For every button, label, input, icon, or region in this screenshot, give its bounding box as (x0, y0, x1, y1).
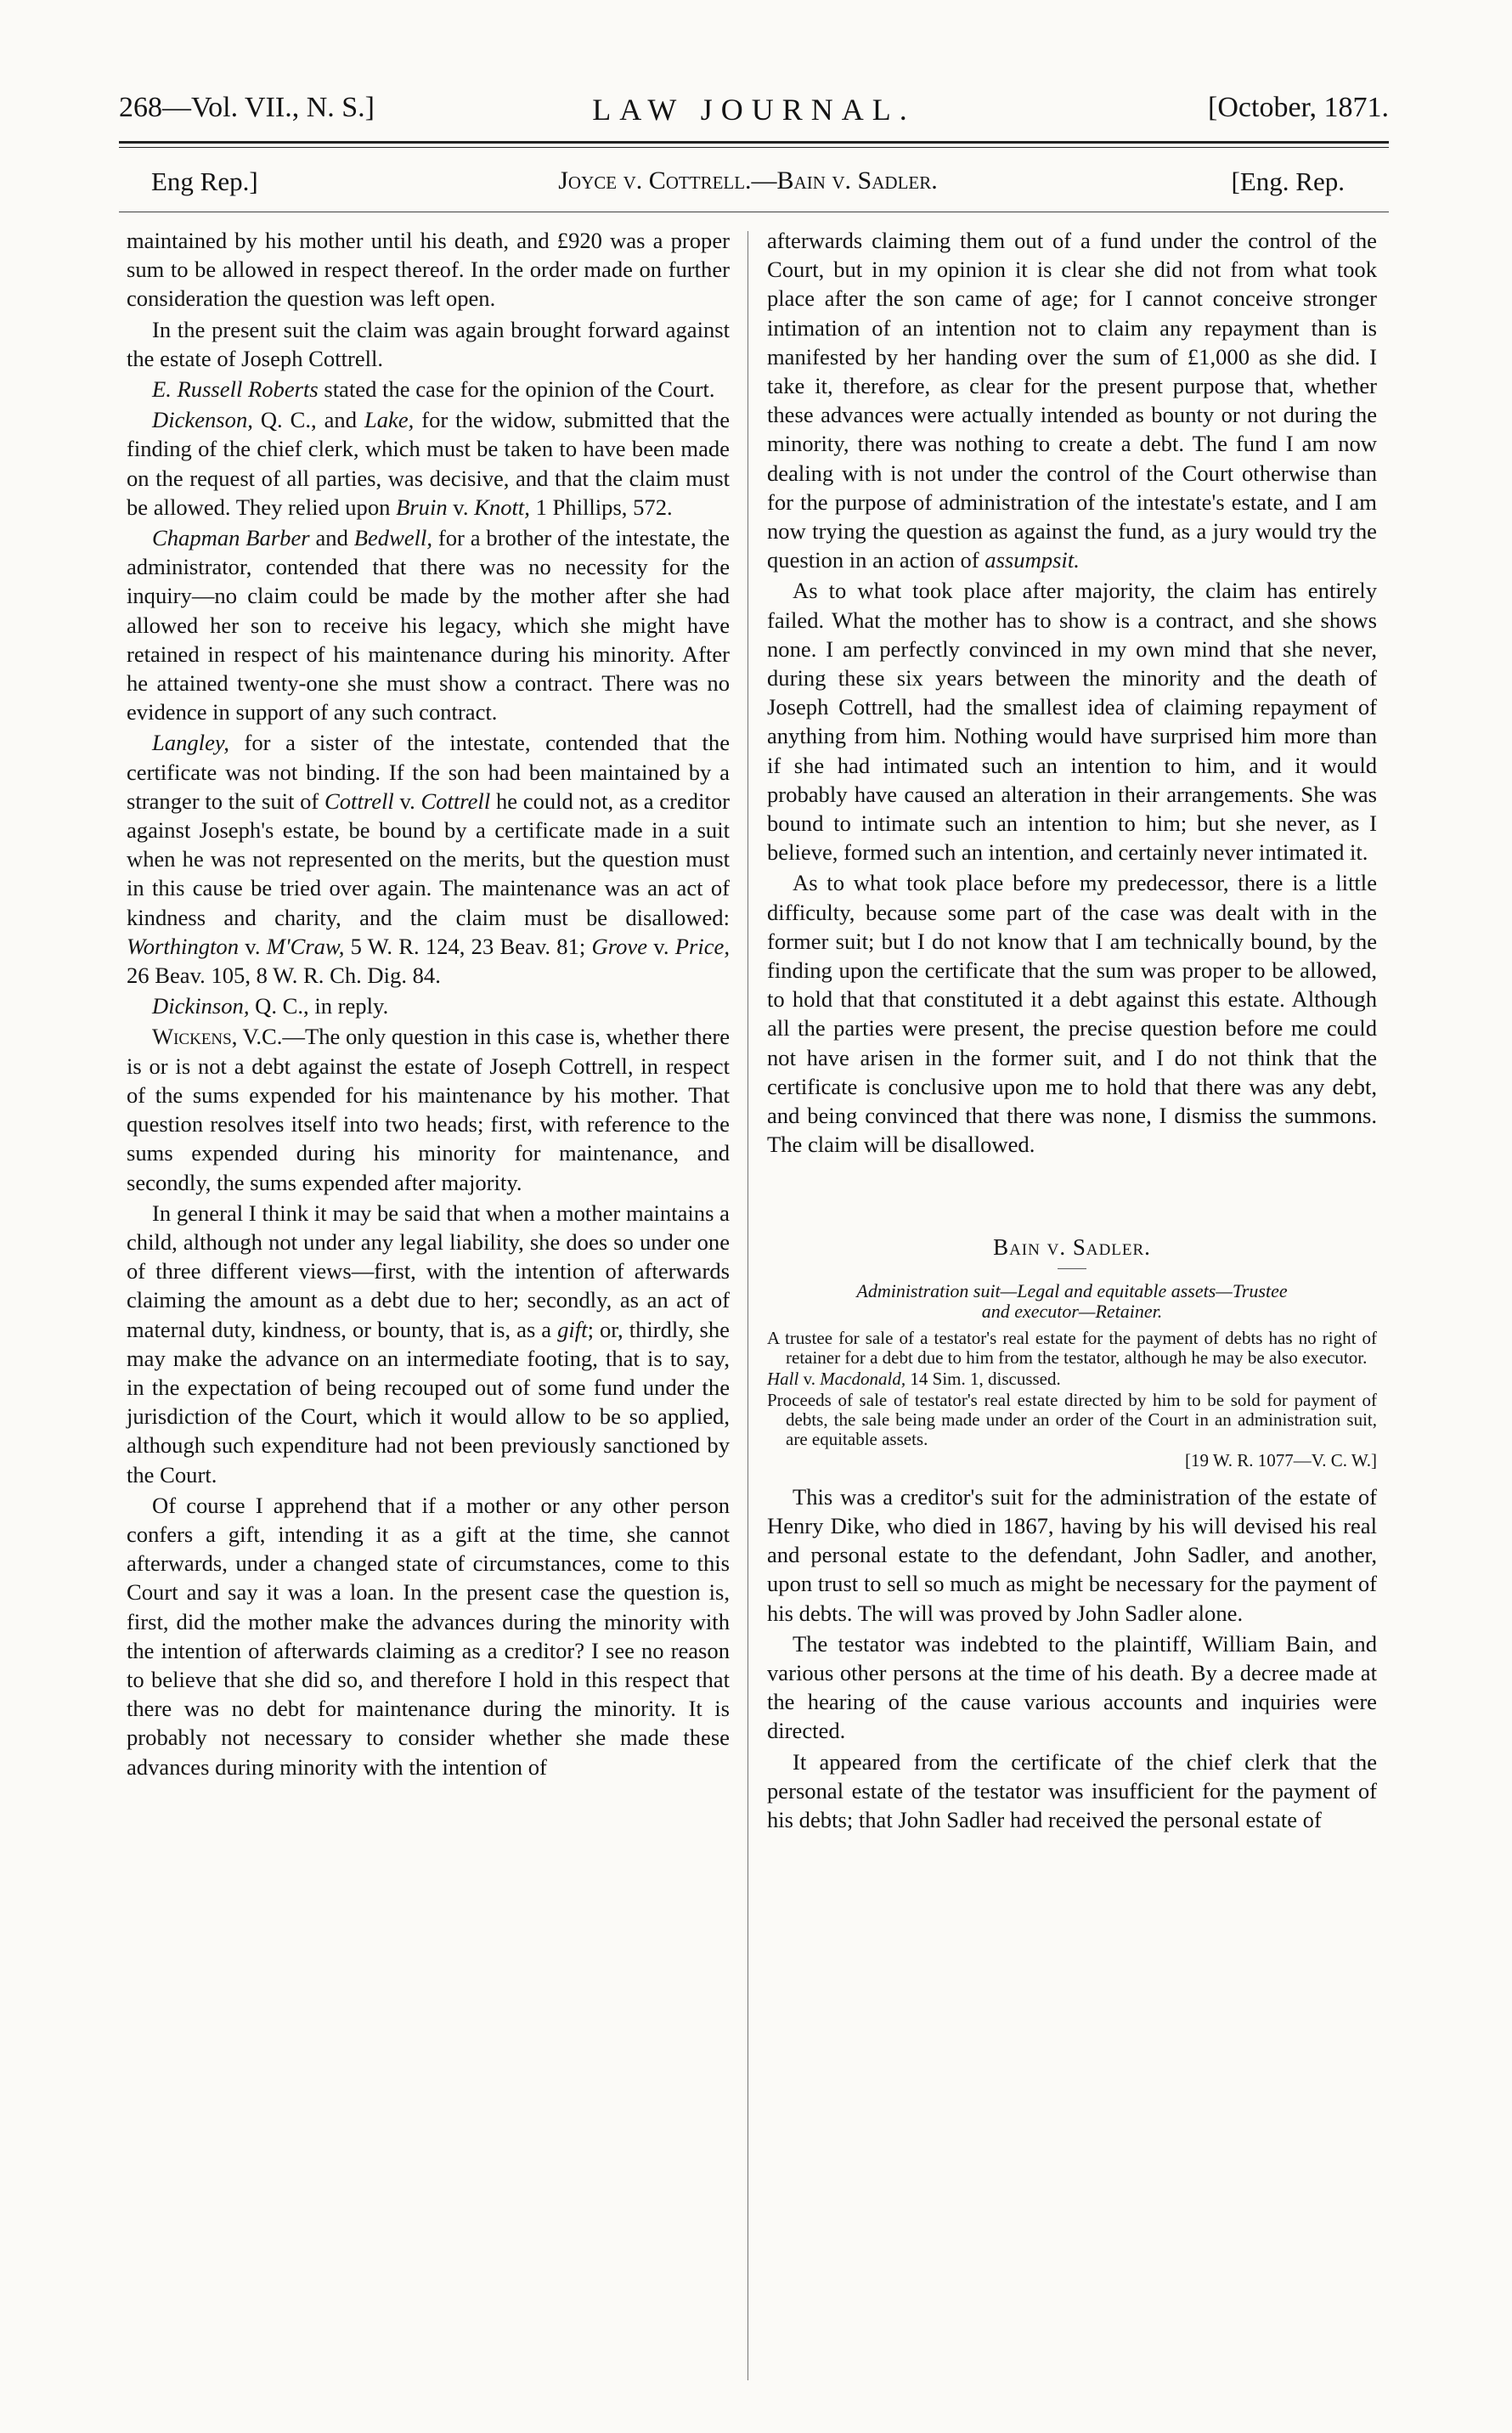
left-column (127, 226, 730, 1781)
running-head-journal-title: LAW JOURNAL. (592, 93, 916, 127)
running-head (119, 92, 1389, 138)
counsel-name: Dickinson, (152, 993, 250, 1019)
paragraph: Of course I apprehend that if a mother or any other person confers a gift, intending it as a gift at the time, she cannot afterwards, under a changed state of circumstances, come to this Court and say it was a loan. In the present case the question is, first, did the mother make the advances during the minority with the intention of afterwards claiming as a creditor? I see no reason to believe that she did so, and therefore I hold in this respect that there was no debt for maintenance during the minority. It is probably not necessary to consider whether she made these advances during minority with the intention of (127, 1492, 730, 1780)
paragraph (767, 226, 1377, 574)
text-run: v. (447, 494, 475, 520)
head-rule-thick (119, 141, 1389, 144)
running-head-date: [October, 1871. (1208, 92, 1389, 123)
headnote (767, 1329, 1377, 1368)
paragraph (127, 405, 730, 522)
head-rule-thin (119, 147, 1389, 148)
sub-head-reports-left: Eng Rep.] (151, 167, 258, 196)
text-run: 26 Beav. 105, 8 W. R. Ch. Dig. 84. (127, 962, 441, 989)
paragraph (127, 991, 730, 1020)
text-run: for a sister of the intestate, contended that the certificate was not binding. If the son had been maintained by a stranger to the suit of (127, 730, 730, 814)
text-run: v. (798, 1368, 821, 1389)
text-run: 5 W. R. 124, 23 Beav. 81; (344, 933, 592, 959)
case-party: Hall (767, 1368, 799, 1389)
sub-head-reports-right: [Eng. Rep. (1231, 167, 1345, 196)
paragraph (127, 375, 730, 404)
text-run: for a brother of the intestate, the administrator, contended that there was no necessity for the inquiry—no claim could be made by the mother after she had allowed her son to receive his legacy, which she might have retained in respect of his maintenance during his minority. After he attained twenty-one she must show a contract. There was no evidence in support of any such contract. (127, 525, 730, 725)
counsel-name: Chapman Barber (152, 525, 310, 551)
text-run: afterwards claiming them out of a fund under the control of the Court, but in my opinion it is clear she did not from what took place after the son came of age; for I cannot conceive stronger intimation of an intention not to claim any repayment than is manifested by her handing over the sum of £1,000 as she did. I take it, therefore, as clear for the present purpose that, whether these advances were actually intended as bounty or not during the minority, there was nothing to create a debt. The fund I am now dealing with is not under the control of the Court otherwise than for the purpose of administration of the intestate's estate, and I am now trying the question as against the fund, as a jury would try the question in an action of (767, 228, 1377, 573)
case-party: Macdonald, (820, 1368, 906, 1389)
counsel-name: Bedwell, (353, 525, 433, 551)
paragraph (127, 523, 730, 726)
paragraph: In the present suit the claim was again brought forward against the estate of Joseph Cottrell. (127, 316, 730, 371)
text-run: for the widow, submitted that the finding of the chief clerk, which must be taken to have been made on the request of all parties, was decisive, and that the claim must be allowed. They relied upon (127, 407, 730, 520)
headnote-citation: [19 W. R. 1077—V. C. W.] (1185, 1449, 1377, 1471)
text-run: Q. C., and (252, 407, 364, 433)
case-party: Price, (674, 933, 730, 959)
catchwords (767, 1281, 1377, 1322)
text-run: v. (239, 933, 267, 959)
judgment-opening (127, 1022, 730, 1196)
headnote-text (767, 1369, 1061, 1389)
text-run: stated the case for the opinion of the Court. (318, 376, 715, 403)
text-run: 14 Sim. 1, discussed. (906, 1368, 1061, 1389)
counsel-name: Langley, (152, 730, 229, 756)
paragraph (127, 1199, 730, 1489)
case-title-rule (1058, 1268, 1086, 1269)
paragraph: It appeared from the certificate of the chief clerk that the personal estate of the testator was insufficient for the payment of his debts; that John Sadler had received the personal estate of (767, 1748, 1377, 1832)
case-party: Cottrell (324, 787, 394, 814)
case-party: Grove (591, 933, 648, 959)
paragraph: As to what took place before my predecessor, there is a little difficulty, because some part of the case was dealt with in the former suit; but I do not know that I am technically bound, by the finding upon the certificate that the sum was proper to be allowed, to hold that that constituted it a debt against this estate. Although all the parties were present, the precise question before me could not have arisen in the former suit, and I do not think that the certificate is conclusive upon me to hold that there was any debt, and being convinced that there was none, I dismiss the summons. The claim will be disallowed. (767, 870, 1377, 1158)
sub-head-case-names: Joyce v. Cottrell.—Bain v. Sadler. (558, 167, 938, 195)
text-run: he could not, as a creditor against Joseph's estate, be bound by a certificate made in a suit when he was not represented on the merits, but the question must in this cause be tried over again. The maintenance was an act of kindness and charity, and the claim must be disallowed: (127, 787, 731, 930)
counsel-name: E. Russell Roberts (152, 376, 319, 403)
case-party: Knott, (474, 494, 530, 520)
case-party: Bruin (396, 494, 448, 520)
paragraph: The testator was indebted to the plaintiff, William Bain, and various other persons at the time of his death. By a decree made at the hearing of the cause various accounts and inquiries were directed. (767, 1630, 1377, 1744)
catchwords-line: and executor—Retainer. (981, 1300, 1163, 1322)
paragraph: This was a creditor's suit for the administration of the estate of Henry Dike, who died in 1867, having by his will devised his real and personal estate to the defendant, John Sadler, and another, upon trust to sell so much as might be necessary for the payment of his debts. The will was proved by John Sadler alone. (767, 1483, 1377, 1626)
text-run: ; or, thirdly, she may make the advance on an intermediate footing, that is to say, in the expectation of being recouped out of some fund under the jurisdiction of the Court, which it would allow to be so applied, although such expenditure had not been previously sanctioned by the Court. (127, 1316, 730, 1487)
text-run: v. (393, 787, 421, 814)
headnote-text: A trustee for sale of a testator's real estate for the payment of debts has no right of retainer for a debt due to him from the testator, although he may be also executor. (767, 1327, 1377, 1368)
case-party: Cottrell (420, 787, 491, 814)
counsel-name: Dickenson, (152, 407, 253, 433)
catchwords-line: Administration suit—Legal and equitable assets—Trustee (856, 1279, 1288, 1301)
headnote-text: Proceeds of sale of testator's real estate directed by him to be sold for payment of debts, the sale being made under an order of the Court in an administration suit, are equitable assets. (767, 1389, 1377, 1449)
case-title: Bain v. Sadler. (993, 1233, 1151, 1260)
headnote (767, 1369, 1377, 1389)
emphasis: gift (557, 1316, 588, 1342)
paragraph: As to what took place after majority, the claim has entirely failed. What the mother has to show is a contract, and she shows none. I am perfectly convinced in my own mind that she never, during these six years between the minority and the death of Joseph Cottrell, had the smallest idea of claiming repayment of anything from him. Nothing would have surprised him more than if she had intimated such an intention to him, and it would probably have caused an alteration in their arrangements. She was bound to intimate such an intention to him; but she never, as I believe, formed such an intention, and certainly never intimated it. (767, 578, 1377, 866)
text-run: and (309, 525, 354, 551)
headnote (767, 1391, 1377, 1449)
running-head-volume: 268—Vol. VII., N. S.] (119, 92, 375, 123)
right-column (767, 226, 1377, 1834)
counsel-name: Lake, (364, 407, 415, 433)
case-party: Worthington (127, 933, 240, 959)
sub-head (151, 167, 1345, 207)
emphasis: assumpsit. (984, 547, 1080, 573)
paragraph (127, 728, 730, 990)
paragraph: maintained by his mother until his death, and £920 was a proper sum to be allowed in respect thereof. In the order made on further consideration the question was left open. (127, 228, 730, 312)
case-party: M'Craw, (266, 933, 345, 959)
judge-name: Wickens, (152, 1024, 238, 1050)
text-run: 1 Phillips, 572. (529, 494, 673, 520)
text-run: Q. C., in reply. (249, 993, 389, 1019)
text-run: v. (647, 933, 675, 959)
text-run: V.C.—The only question in this case is, whether there is or is not a debt against the estate of Joseph Cottrell, in respect of the sums expended for his maintenance by his mother. That question resolves itself into two heads; first, with reference to the sums expended during his minority for maintenance, and secondly, the sums expended after majority. (127, 1024, 730, 1195)
text-run: In general I think it may be said that when a mother maintains a child, although not under any legal liability, she does so under one of three different views—first, with the intention of afterwards claiming the amount as a debt due to her; secondly, as an act of maternal duty, kindness, or bounty, that is, as a (127, 1200, 730, 1342)
